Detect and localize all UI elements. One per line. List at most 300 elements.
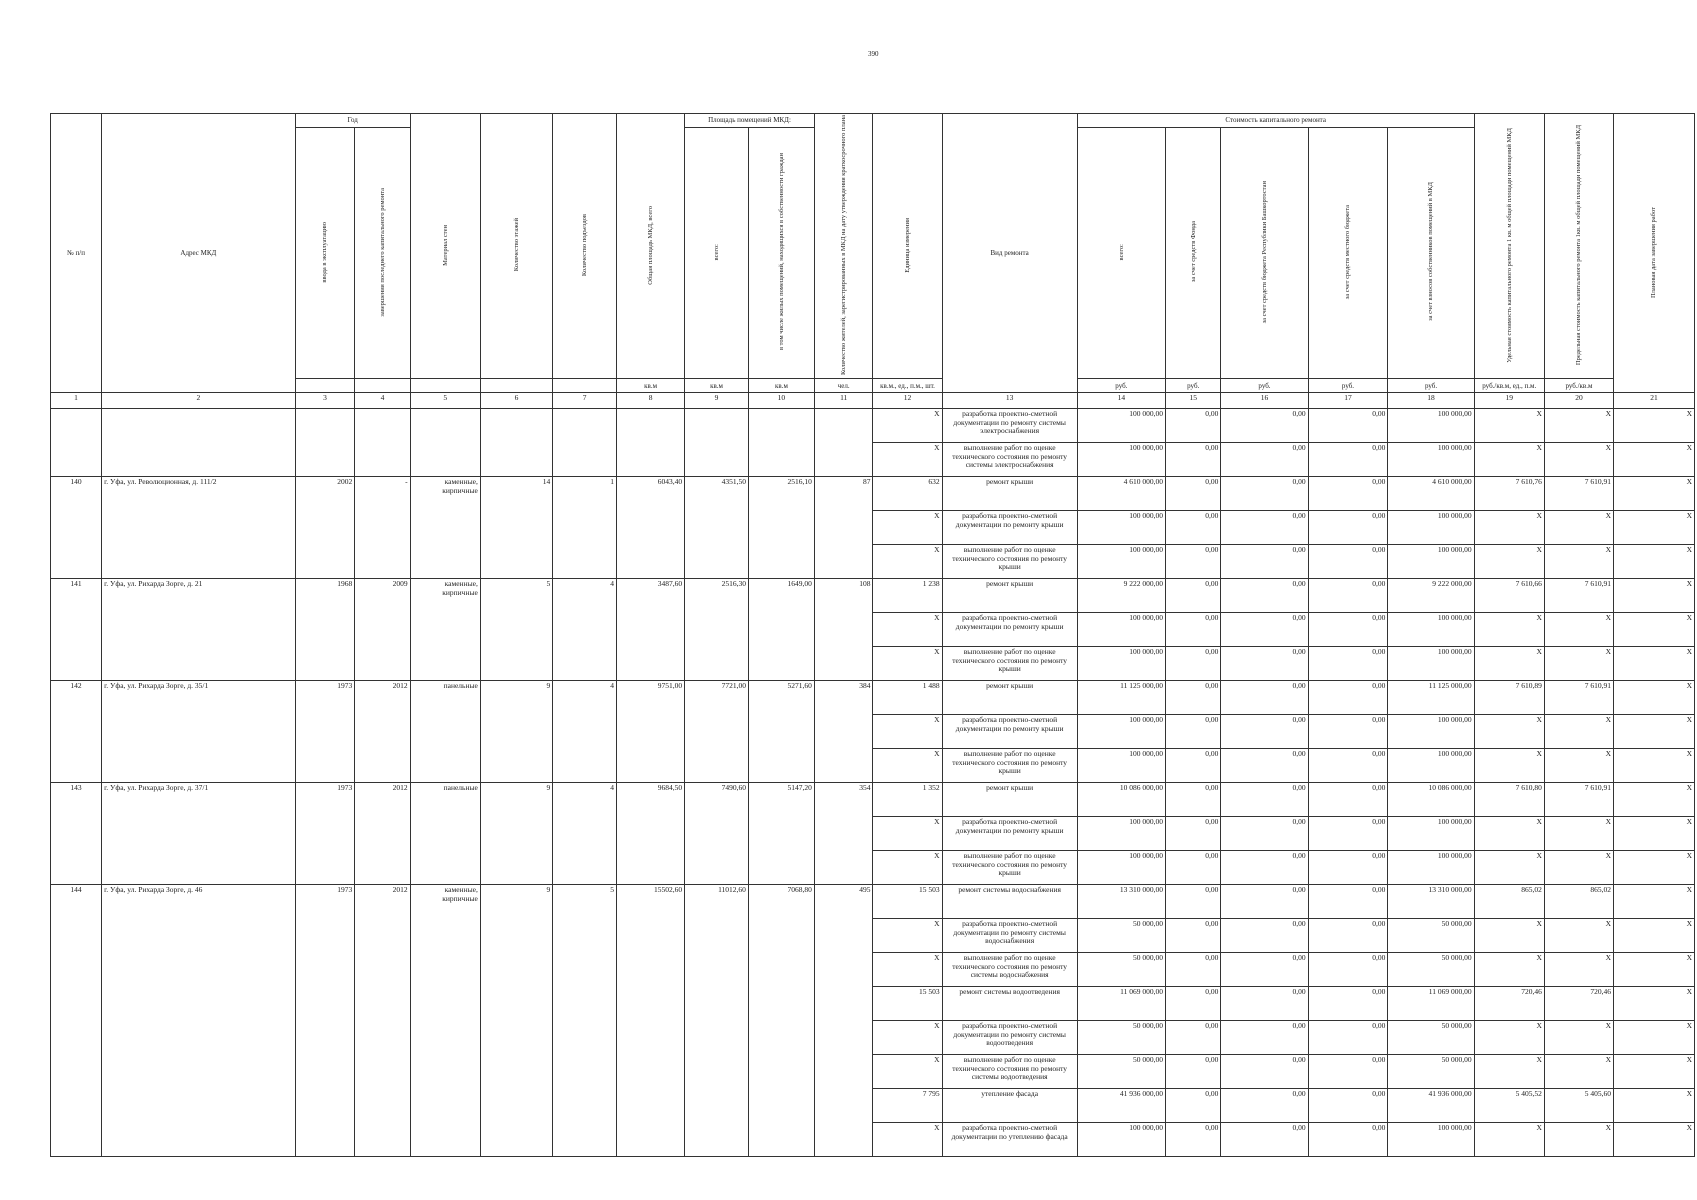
cost-fund: 0,00 <box>1166 1055 1221 1089</box>
plan-date: X <box>1614 1055 1695 1089</box>
cost-rb: 0,00 <box>1221 477 1308 511</box>
column-number: 15 <box>1166 393 1221 409</box>
house-address <box>102 409 296 477</box>
header-address: Адрес МКД <box>102 114 296 393</box>
area-all <box>685 409 749 477</box>
specific-cost: X <box>1474 715 1544 749</box>
total-area: 9751,00 <box>617 681 685 783</box>
column-number: 21 <box>1614 393 1695 409</box>
header-total-area: Общая площадь МКД, всего <box>617 114 685 379</box>
unit-cell: руб. <box>1308 379 1388 393</box>
cost-local: 0,00 <box>1308 613 1388 647</box>
unit-cell: руб. <box>1077 379 1165 393</box>
limit-cost: X <box>1544 919 1613 953</box>
unit-cell: чел. <box>814 379 873 393</box>
work-unit: X <box>873 749 942 783</box>
cost-local: 0,00 <box>1308 715 1388 749</box>
cost-rb: 0,00 <box>1221 919 1308 953</box>
header-year-group: Год <box>295 114 410 128</box>
total-area <box>617 409 685 477</box>
repair-kind: ремонт системы водоотведения <box>942 987 1077 1021</box>
page-number: 390 <box>868 50 879 58</box>
limit-cost: X <box>1544 715 1613 749</box>
specific-cost: X <box>1474 511 1544 545</box>
cost-local: 0,00 <box>1308 1055 1388 1089</box>
entrances-count: 4 <box>553 579 617 681</box>
repair-kind: утепление фасада <box>942 1089 1077 1123</box>
limit-cost: 5 405,60 <box>1544 1089 1613 1123</box>
cost-rb: 0,00 <box>1221 987 1308 1021</box>
wall-material: каменные, кирпичные <box>410 477 480 579</box>
header-year-repair: завершения последнего капитального ремонта <box>355 127 410 378</box>
column-number: 3 <box>295 393 355 409</box>
header-cost-total: всего: <box>1077 127 1165 378</box>
header-cost-local: за счет средств местного бюджета <box>1308 127 1388 378</box>
unit-cell <box>295 379 355 393</box>
total-area: 3487,60 <box>617 579 685 681</box>
area-all: 7490,60 <box>685 783 749 885</box>
plan-date: X <box>1614 1021 1695 1055</box>
header-cost-rb: за счет средств бюджета Республики Башкортостан <box>1221 127 1308 378</box>
unit-cell: кв.м <box>617 379 685 393</box>
unit-cell <box>355 379 410 393</box>
work-unit: X <box>873 715 942 749</box>
plan-date: X <box>1614 953 1695 987</box>
cost-rb: 0,00 <box>1221 851 1308 885</box>
cost-owners: 100 000,00 <box>1388 545 1474 579</box>
cost-total: 11 125 000,00 <box>1077 681 1165 715</box>
work-unit: X <box>873 443 942 477</box>
cost-local: 0,00 <box>1308 647 1388 681</box>
plan-date: X <box>1614 409 1695 443</box>
plan-date: X <box>1614 851 1695 885</box>
cost-fund: 0,00 <box>1166 579 1221 613</box>
cost-rb: 0,00 <box>1221 443 1308 477</box>
unit-cell <box>410 379 480 393</box>
year-repair <box>355 409 410 477</box>
cost-local: 0,00 <box>1308 443 1388 477</box>
limit-cost: 7 610,91 <box>1544 477 1613 511</box>
cost-owners: 100 000,00 <box>1388 409 1474 443</box>
header-year-built: ввода в эксплуатацию <box>295 127 355 378</box>
cost-local: 0,00 <box>1308 1089 1388 1123</box>
cost-owners: 50 000,00 <box>1388 1021 1474 1055</box>
work-unit: X <box>873 1055 942 1089</box>
cost-total: 100 000,00 <box>1077 817 1165 851</box>
wall-material: каменные, кирпичные <box>410 885 480 1157</box>
repair-kind: выполнение работ по оценке технического состояния по ремонту крыши <box>942 545 1077 579</box>
area-residential: 5147,20 <box>748 783 814 885</box>
cost-rb: 0,00 <box>1221 783 1308 817</box>
work-unit: X <box>873 409 942 443</box>
cost-total: 100 000,00 <box>1077 443 1165 477</box>
year-built: 1973 <box>295 681 355 783</box>
unit-cell: кв.м <box>748 379 814 393</box>
repair-kind: ремонт крыши <box>942 681 1077 715</box>
specific-cost: X <box>1474 545 1544 579</box>
house-number: 144 <box>51 885 102 1157</box>
cost-fund: 0,00 <box>1166 783 1221 817</box>
cost-rb: 0,00 <box>1221 817 1308 851</box>
cost-total: 100 000,00 <box>1077 749 1165 783</box>
entrances-count: 5 <box>553 885 617 1157</box>
work-unit: 632 <box>873 477 942 511</box>
area-all: 4351,50 <box>685 477 749 579</box>
area-residential: 2516,10 <box>748 477 814 579</box>
cost-local: 0,00 <box>1308 477 1388 511</box>
residents-count <box>814 409 873 477</box>
house-number: 140 <box>51 477 102 579</box>
work-unit: 15 503 <box>873 987 942 1021</box>
limit-cost: X <box>1544 817 1613 851</box>
limit-cost: X <box>1544 647 1613 681</box>
cost-total: 41 936 000,00 <box>1077 1089 1165 1123</box>
plan-date: X <box>1614 647 1695 681</box>
limit-cost: 720,46 <box>1544 987 1613 1021</box>
column-number: 14 <box>1077 393 1165 409</box>
cost-owners: 100 000,00 <box>1388 1123 1474 1157</box>
repair-kind: разработка проектно-сметной документации по ремонту системы водоотведения <box>942 1021 1077 1055</box>
work-unit: X <box>873 851 942 885</box>
cost-rb: 0,00 <box>1221 885 1308 919</box>
cost-total: 13 310 000,00 <box>1077 885 1165 919</box>
house-number: 143 <box>51 783 102 885</box>
year-repair: 2012 <box>355 783 410 885</box>
plan-date: X <box>1614 1123 1695 1157</box>
unit-cell: руб. <box>1221 379 1308 393</box>
area-residential: 7068,80 <box>748 885 814 1157</box>
table-row <box>51 885 1695 919</box>
plan-date: X <box>1614 749 1695 783</box>
cost-fund: 0,00 <box>1166 885 1221 919</box>
header-unit: Единица измерения <box>873 114 942 379</box>
repair-kind: выполнение работ по оценке технического состояния по ремонту системы водоснабжения <box>942 953 1077 987</box>
repair-kind: разработка проектно-сметной документации по ремонту системы водоснабжения <box>942 919 1077 953</box>
plan-date: X <box>1614 919 1695 953</box>
cost-total: 50 000,00 <box>1077 1021 1165 1055</box>
plan-date: X <box>1614 545 1695 579</box>
specific-cost: X <box>1474 1021 1544 1055</box>
residents-count: 354 <box>814 783 873 885</box>
cost-fund: 0,00 <box>1166 749 1221 783</box>
repair-kind: разработка проектно-сметной документации по ремонту крыши <box>942 613 1077 647</box>
cost-fund: 0,00 <box>1166 1089 1221 1123</box>
plan-date: X <box>1614 681 1695 715</box>
limit-cost: 7 610,91 <box>1544 681 1613 715</box>
column-number: 18 <box>1388 393 1474 409</box>
cost-total: 100 000,00 <box>1077 613 1165 647</box>
work-unit: X <box>873 545 942 579</box>
specific-cost: 7 610,76 <box>1474 477 1544 511</box>
cost-owners: 100 000,00 <box>1388 443 1474 477</box>
specific-cost: 865,02 <box>1474 885 1544 919</box>
cost-owners: 100 000,00 <box>1388 715 1474 749</box>
cost-fund: 0,00 <box>1166 919 1221 953</box>
cost-owners: 100 000,00 <box>1388 511 1474 545</box>
specific-cost: 720,46 <box>1474 987 1544 1021</box>
cost-owners: 50 000,00 <box>1388 919 1474 953</box>
repair-kind: ремонт крыши <box>942 783 1077 817</box>
cost-rb: 0,00 <box>1221 647 1308 681</box>
repair-kind: выполнение работ по оценке технического состояния по ремонту крыши <box>942 647 1077 681</box>
cost-fund: 0,00 <box>1166 817 1221 851</box>
unit-cell: руб. <box>1388 379 1474 393</box>
column-number: 2 <box>102 393 296 409</box>
header-residents: Количество жителей, зарегистрированных в МКД на дату утверждения краткосрочного плана <box>814 114 873 379</box>
area-residential <box>748 409 814 477</box>
specific-cost: 7 610,89 <box>1474 681 1544 715</box>
house-address: г. Уфа, ул. Революционная, д. 111/2 <box>102 477 296 579</box>
plan-date: X <box>1614 511 1695 545</box>
plan-date: X <box>1614 613 1695 647</box>
wall-material: панельные <box>410 681 480 783</box>
table-row <box>51 783 1695 817</box>
year-repair: 2009 <box>355 579 410 681</box>
specific-cost: X <box>1474 919 1544 953</box>
cost-fund: 0,00 <box>1166 443 1221 477</box>
cost-rb: 0,00 <box>1221 511 1308 545</box>
cost-owners: 9 222 000,00 <box>1388 579 1474 613</box>
plan-date: X <box>1614 579 1695 613</box>
cost-total: 100 000,00 <box>1077 511 1165 545</box>
wall-material <box>410 409 480 477</box>
column-number: 19 <box>1474 393 1544 409</box>
floors-count: 9 <box>480 885 552 1157</box>
work-unit: X <box>873 511 942 545</box>
entrances-count: 4 <box>553 783 617 885</box>
plan-date: X <box>1614 477 1695 511</box>
house-number: 141 <box>51 579 102 681</box>
repair-kind: разработка проектно-сметной документации по ремонту системы электроснабжения <box>942 409 1077 443</box>
cost-local: 0,00 <box>1308 987 1388 1021</box>
cost-fund: 0,00 <box>1166 613 1221 647</box>
cost-rb: 0,00 <box>1221 579 1308 613</box>
cost-total: 11 069 000,00 <box>1077 987 1165 1021</box>
specific-cost: X <box>1474 1123 1544 1157</box>
limit-cost: X <box>1544 851 1613 885</box>
column-number: 4 <box>355 393 410 409</box>
specific-cost: X <box>1474 749 1544 783</box>
cost-local: 0,00 <box>1308 511 1388 545</box>
cost-owners: 50 000,00 <box>1388 1055 1474 1089</box>
column-number: 7 <box>553 393 617 409</box>
wall-material: каменные, кирпичные <box>410 579 480 681</box>
work-unit: 7 795 <box>873 1089 942 1123</box>
cost-total: 100 000,00 <box>1077 647 1165 681</box>
column-number: 11 <box>814 393 873 409</box>
specific-cost: X <box>1474 851 1544 885</box>
repair-kind: выполнение работ по оценке технического состояния по ремонту крыши <box>942 851 1077 885</box>
house-number <box>51 409 102 477</box>
repair-kind: разработка проектно-сметной документации по ремонту крыши <box>942 511 1077 545</box>
header-material: Материал стен <box>410 114 480 379</box>
specific-cost: 7 610,66 <box>1474 579 1544 613</box>
cost-owners: 13 310 000,00 <box>1388 885 1474 919</box>
work-unit: 15 503 <box>873 885 942 919</box>
cost-local: 0,00 <box>1308 817 1388 851</box>
limit-cost: X <box>1544 953 1613 987</box>
cost-fund: 0,00 <box>1166 511 1221 545</box>
repair-kind: разработка проектно-сметной документации по утеплению фасада <box>942 1123 1077 1157</box>
specific-cost: X <box>1474 409 1544 443</box>
header-area-all: всего: <box>685 127 749 378</box>
specific-cost: 5 405,52 <box>1474 1089 1544 1123</box>
specific-cost: 7 610,80 <box>1474 783 1544 817</box>
limit-cost: 7 610,91 <box>1544 579 1613 613</box>
cost-owners: 100 000,00 <box>1388 647 1474 681</box>
cost-rb: 0,00 <box>1221 681 1308 715</box>
table-row <box>51 477 1695 511</box>
total-area: 9684,50 <box>617 783 685 885</box>
cost-rb: 0,00 <box>1221 953 1308 987</box>
cost-rb: 0,00 <box>1221 1055 1308 1089</box>
limit-cost: 865,02 <box>1544 885 1613 919</box>
header-specific-cost: Удельная стоимость капитального ремонта 1 кв. м общей площади помещений МКД <box>1474 114 1544 379</box>
table-row <box>51 681 1695 715</box>
repair-kind: разработка проектно-сметной документации по ремонту крыши <box>942 817 1077 851</box>
house-number: 142 <box>51 681 102 783</box>
limit-cost: 7 610,91 <box>1544 783 1613 817</box>
cost-total: 100 000,00 <box>1077 409 1165 443</box>
floors-count: 9 <box>480 783 552 885</box>
cost-local: 0,00 <box>1308 409 1388 443</box>
cost-fund: 0,00 <box>1166 409 1221 443</box>
work-unit: X <box>873 817 942 851</box>
year-built: 1973 <box>295 885 355 1157</box>
column-number: 12 <box>873 393 942 409</box>
floors-count <box>480 409 552 477</box>
cost-total: 100 000,00 <box>1077 715 1165 749</box>
floors-count: 14 <box>480 477 552 579</box>
repair-kind: выполнение работ по оценке технического состояния по ремонту системы водоотведения <box>942 1055 1077 1089</box>
header-repair-kind: Вид ремонта <box>942 114 1077 393</box>
cost-total: 4 610 000,00 <box>1077 477 1165 511</box>
repair-kind: разработка проектно-сметной документации по ремонту крыши <box>942 715 1077 749</box>
floors-count: 5 <box>480 579 552 681</box>
specific-cost: X <box>1474 613 1544 647</box>
residents-count: 108 <box>814 579 873 681</box>
cost-owners: 41 936 000,00 <box>1388 1089 1474 1123</box>
cost-rb: 0,00 <box>1221 749 1308 783</box>
limit-cost: X <box>1544 613 1613 647</box>
cost-owners: 100 000,00 <box>1388 851 1474 885</box>
year-built: 1973 <box>295 783 355 885</box>
plan-date: X <box>1614 817 1695 851</box>
cost-rb: 0,00 <box>1221 409 1308 443</box>
cost-total: 9 222 000,00 <box>1077 579 1165 613</box>
year-built: 1968 <box>295 579 355 681</box>
limit-cost: X <box>1544 545 1613 579</box>
year-repair: - <box>355 477 410 579</box>
cost-local: 0,00 <box>1308 953 1388 987</box>
cost-fund: 0,00 <box>1166 1123 1221 1157</box>
cost-rb: 0,00 <box>1221 1089 1308 1123</box>
area-all: 2516,30 <box>685 579 749 681</box>
work-unit: X <box>873 1123 942 1157</box>
cost-owners: 4 610 000,00 <box>1388 477 1474 511</box>
specific-cost: X <box>1474 953 1544 987</box>
area-all: 11012,60 <box>685 885 749 1157</box>
cost-local: 0,00 <box>1308 545 1388 579</box>
table-row <box>51 579 1695 613</box>
cost-local: 0,00 <box>1308 681 1388 715</box>
house-address: г. Уфа, ул. Рихарда Зорге, д. 46 <box>102 885 296 1157</box>
cost-owners: 50 000,00 <box>1388 953 1474 987</box>
plan-date: X <box>1614 885 1695 919</box>
column-number: 9 <box>685 393 749 409</box>
unit-cell <box>480 379 552 393</box>
limit-cost: X <box>1544 511 1613 545</box>
unit-cell <box>553 379 617 393</box>
cost-total: 100 000,00 <box>1077 545 1165 579</box>
area-all: 7721,00 <box>685 681 749 783</box>
residents-count: 87 <box>814 477 873 579</box>
capital-repair-table <box>50 113 1695 1157</box>
table-row <box>51 409 1695 443</box>
unit-cell: кв.м <box>685 379 749 393</box>
entrances-count: 4 <box>553 681 617 783</box>
cost-fund: 0,00 <box>1166 851 1221 885</box>
plan-date: X <box>1614 715 1695 749</box>
year-built: 2002 <box>295 477 355 579</box>
header-area-residential: в том числе жилых помещений, находящихся в собственности граждан <box>748 127 814 378</box>
cost-total: 10 086 000,00 <box>1077 783 1165 817</box>
header-area-group: Площадь помещений МКД: <box>685 114 815 128</box>
plan-date: X <box>1614 443 1695 477</box>
cost-fund: 0,00 <box>1166 987 1221 1021</box>
area-residential: 1649,00 <box>748 579 814 681</box>
specific-cost: X <box>1474 443 1544 477</box>
cost-total: 50 000,00 <box>1077 919 1165 953</box>
repair-kind: выполнение работ по оценке технического состояния по ремонту системы электроснабжения <box>942 443 1077 477</box>
header-plan-date: Плановая дата завершения работ <box>1614 114 1695 393</box>
cost-owners: 100 000,00 <box>1388 749 1474 783</box>
work-unit: 1 352 <box>873 783 942 817</box>
header-floors: Количество этажей <box>480 114 552 379</box>
column-number: 20 <box>1544 393 1613 409</box>
cost-total: 100 000,00 <box>1077 851 1165 885</box>
specific-cost: X <box>1474 1055 1544 1089</box>
limit-cost: X <box>1544 1055 1613 1089</box>
work-unit: 1 238 <box>873 579 942 613</box>
header-num: № п/п <box>51 114 102 393</box>
unit-cell: кв.м., ед., п.м., шт. <box>873 379 942 393</box>
work-unit: X <box>873 613 942 647</box>
cost-local: 0,00 <box>1308 851 1388 885</box>
cost-rb: 0,00 <box>1221 715 1308 749</box>
repair-kind: ремонт крыши <box>942 579 1077 613</box>
cost-local: 0,00 <box>1308 783 1388 817</box>
total-area: 6043,40 <box>617 477 685 579</box>
cost-owners: 11 125 000,00 <box>1388 681 1474 715</box>
limit-cost: X <box>1544 1021 1613 1055</box>
cost-owners: 100 000,00 <box>1388 817 1474 851</box>
work-unit: X <box>873 919 942 953</box>
column-number: 17 <box>1308 393 1388 409</box>
header-cost-owners: за счет взносов собственников помещений в МКД <box>1388 127 1474 378</box>
repair-kind: ремонт крыши <box>942 477 1077 511</box>
unit-cell: руб./кв.м, ед., п.м. <box>1474 379 1544 393</box>
specific-cost: X <box>1474 817 1544 851</box>
header-cost-fund: за счет средств Фонда <box>1166 127 1221 378</box>
cost-total: 50 000,00 <box>1077 1055 1165 1089</box>
residents-count: 495 <box>814 885 873 1157</box>
column-number: 10 <box>748 393 814 409</box>
column-number: 5 <box>410 393 480 409</box>
cost-fund: 0,00 <box>1166 1021 1221 1055</box>
cost-fund: 0,00 <box>1166 681 1221 715</box>
repair-kind: ремонт системы водоснабжения <box>942 885 1077 919</box>
